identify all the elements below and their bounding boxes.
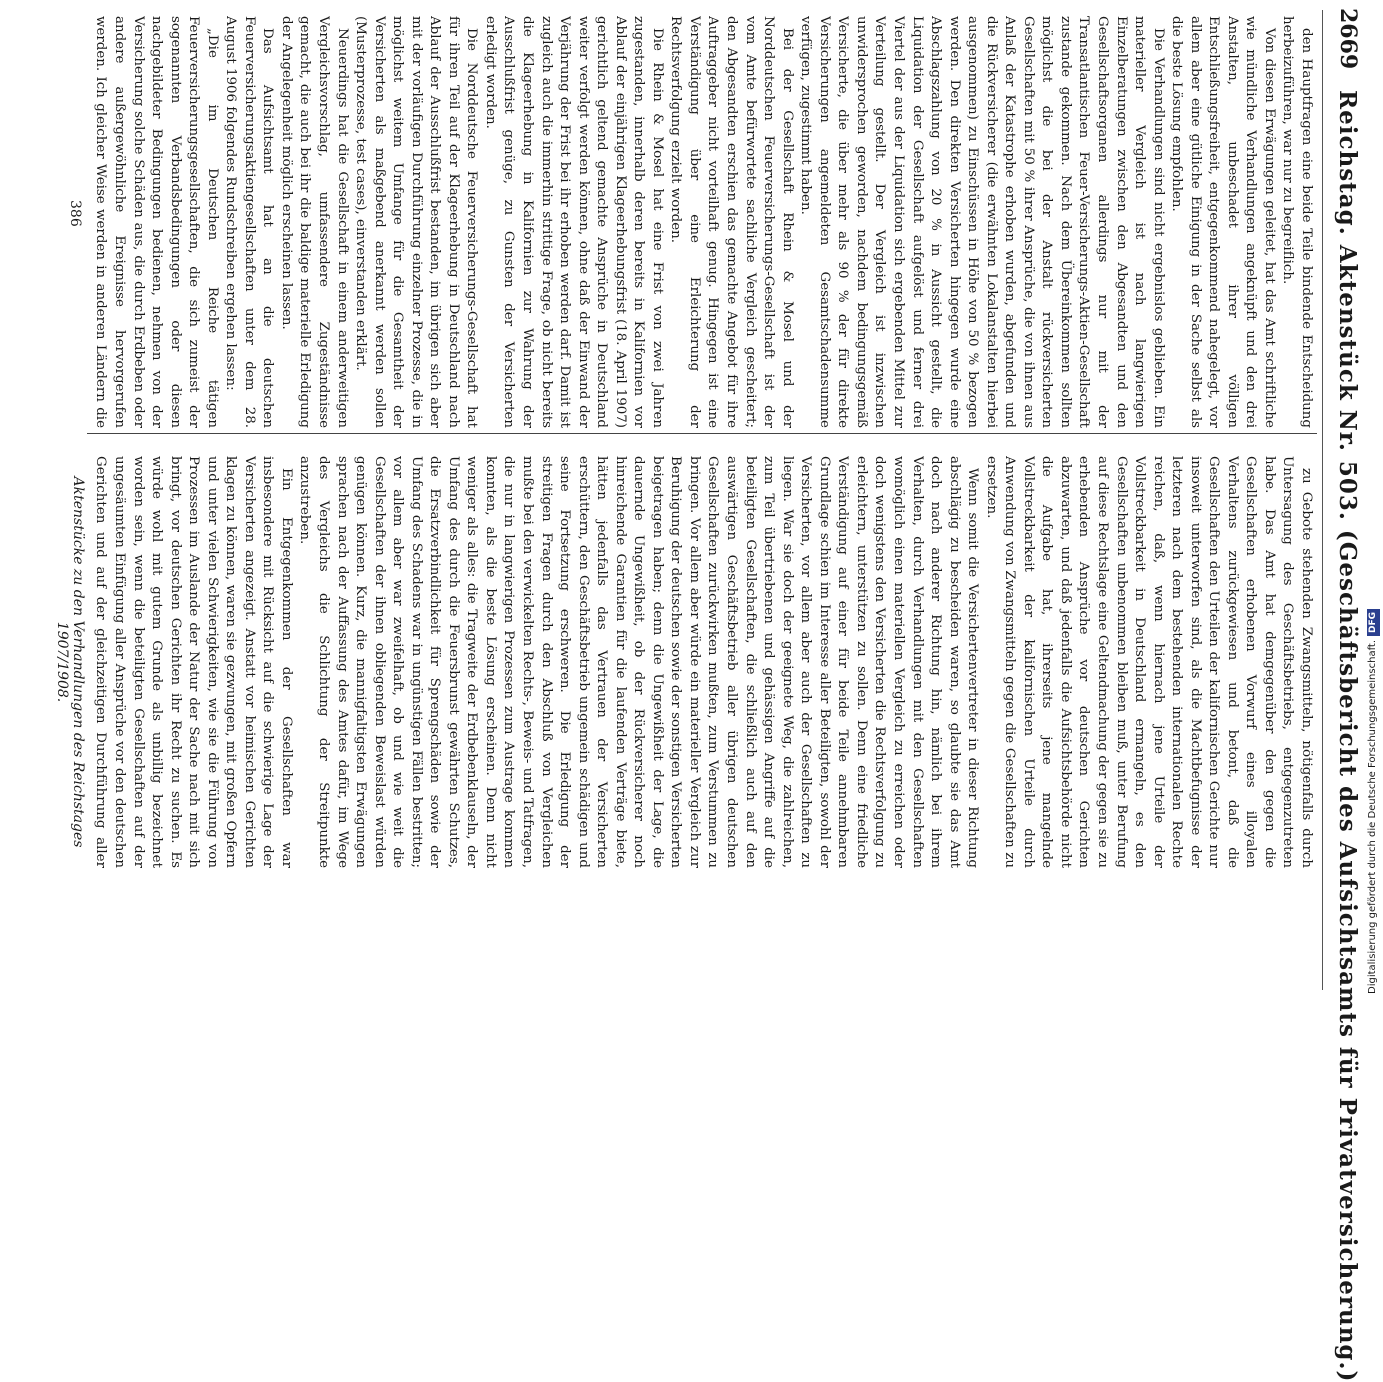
side-note-strip (1363, 0, 1383, 1000)
footer-text: Aktenstücke zu den Verhandlungen des Reichstages 1907/1908. (54, 476, 86, 848)
page-title: Reichstag. Aktenstück Nr. 503. (Geschäftsbericht des Aufsichtsamts für Privatversicherung.) (1334, 90, 1361, 1382)
side-note-text: Digitalisierung gefördert durch die Deutsche Forschungsgemeinschaft. (1367, 639, 1378, 994)
paragraph: Wenn somit die Versichertenvertreter in dieser Richtung abschlägig zu bescheiden waren, so glaubte sie das Amt doch nach anderer Richtung hin, nämlich bei ihrem Verhalten, durch Verhandlungen mit den Gesellschaften womöglich einen materiellen Vergleich zu erreichen oder doch wenigstens den Versicherten die Rechtsverfolgung zu erleichtern, unterstützen zu sollen. Denn eine friedliche Verständigung auf einer für beide Teile annehmbaren Grundlage schien im Interesse aller Beteiligten, sowohl der Versicherten, vor allem aber auch der Gesellschaften zu liegen. War sie doch der geeignete Weg, die zahlreichen, zum Teil übertriebenen und gehässigen Angriffe auf die beteiligten Gesellschaften, die schließlich auch auf den auswärtigen Geschäftsbetrieb aller übrigen deutschen Gesellschaften zurückwirken mußten, zum Verstummen zu bringen. Vor allem aber würde ein materieller Vergleich zur Beruhigung der deutschen sowie der sonstigen Versicherten beigetragen haben; denn die Ungewißheit der Lage, die dauernde Ungewißheit, ob der Rückversicherer noch hinreichende Garantien für die laufenden Verträge biete, hätten jedenfalls das Vertrauen der Versicherten erschüttern, den Geschäftsbetrieb ungemein schädigen und seine Fortsetzung erschweren. Die Erledigung der streitigen Fragen durch den Abschluß von Vergleichen mußte bei den verwickelten Rechts-, Beweis- und Tatfragen, die nur in langwierigen Prozessen zum Austrage kommen konnten, als die beste Lösung erscheinen. Denn nicht weniger als alles: die Tragweite der Erdbebenklauseln, der Umfang des durch die Feuersbrunst gewährten Schutzes, die Ersatzverbindlichkeit für Sprengschäden sowie der Umfang des Schadens war in ungünstigen Fällen bestritten; vor allem aber war zweifelhaft, ob und wie weit die Gesellschaften der ihnen obliegenden Beweislast würden genügen können. Kurz, die mannigfaltigsten Erwägungen sprachen nach der Auffassung des Amtes dafür, im Wege des Vergleichs die Schlichtung der Streitpunkte anzustreben. (297, 456, 981, 868)
paragraph: Die Norddeutsche Feuerversicherungs-Gesellschaft hat für ihren Teil auf der Klageerhebung in Deutschland nach Ablauf der Ausschlußfrist bestanden, im übrigen sich aber mit der vorläufigen Durchführung einzelner Prozesse, die in möglichst weitem Umfange für die Gesamtheit der Versicherten als maßgebend anerkannt werden sollen (Musterprozesse, test cases), einverstanden erklärt. (353, 16, 480, 428)
paragraph: den Hauptfragen eine beide Teile bindende Entscheidung herbeizuführen, war nur zu begreiflich. (1280, 16, 1314, 428)
side-note (1363, 0, 1383, 1000)
left-column (90, 16, 1315, 428)
header-divider (1322, 10, 1323, 990)
paragraph: zu Gebote stehenden Zwangsmitteln, nötigenfalls durch Untersagung des Geschäftsbetriebs, entgegenzutreten habe. Das Amt hat demgegenüber den gegen die Gesellschaften erhobenen Vorwurf eines illoyalen Verhaltens zurückgewiesen und betont, daß die Gesellschaften den Urteilen der kalifornischen Gerichte nur insoweit unterworfen sind, als die Machtbefugnisse der letzteren nach dem bestehenden internationalen Rechte reichen, daß, wenn hiernach jene Urteile der Vollstreckbarkeit in Deutschland ermangeln, es den Gesellschaften unbenommen bleiben muß, unter Berufung auf diese Rechtslage eine Geltendmachung der gegen sie zu erhebenden Ansprüche vor deutschen Gerichten abzuwarten, und daß jedenfalls die Aufsichtsbehörde nicht die Aufgabe hat, ihrerseits jene mangelnde Vollstreckbarkeit der kalifornischen Urteile durch Anwendung von Zwangsmitteln gegen die Gesellschaften zu ersetzen. (983, 456, 1314, 868)
paragraph: Neuerdings hat die Gesellschaft in einem anderweitigen Vergleichsvorschlag, umfassendere Zugeständnisse gemacht, die auch bei ihr die baldige materielle Erledigung der Angelegenheit möglich erscheinen lassen. (278, 16, 350, 428)
right-column (90, 456, 1315, 868)
page-number: 2669 (1335, 8, 1361, 70)
footer-number: 386 (67, 200, 83, 227)
paragraph: Die Verhandlungen sind nicht ergebnislos geblieben. Ein materieller Vergleich ist nach langwierigen Einzelberatungen zwischen den Abgesandten und den Gesellschaftsorganen allerdings nur mit der Transatlantischen Feuer-Versicherungs-Aktien-Gesellschaft zustande gekommen. Nach dem Übereinkommen sollten möglichst die bei der Anstalt rückversicherten Gesellschaften mit 50 % ihrer Ansprüche, die von ihnen aus Anlaß der Katastrophe erhoben wurden, abgefunden und die Rückversicherer (die erwähnten Lokalanstalten hierbei ausgenommen) zu Einschüssen in Höhe von 50 % bezogen werden. Den direkten Versicherten hingegen wurde eine Abschlagszahlung von 20 % in Aussicht gestellt, die Liquidation der Gesellschaft aufgelöst und ferner drei Viertel der aus der Liquidation sich ergebenden Mittel zur Verteilung gestellt. Der Vergleich ist inzwischen unwidersprochen geworden, nachdem bedingungsgemäß Versicherte, die über mehr als 90 % der für direkte Versicherungen angemeldeten Gesamtschadensumme verfügen, zugestimmt haben. (798, 16, 1166, 428)
paragraph: „Die im Deutschen Reiche tätigen Feuerversicherungsgesellschaften, die sich zumeist der sogenannten Verbandsbedingungen oder diesen nachgebildeter Bedingungen bedienen, nehmen von der Versicherung solche Schäden aus, die durch Erdbeben oder andere außergewöhnliche Ereignisse hervorgerufen werden. Ich gleicher Weise werden in anderen Ländern die (93, 16, 220, 428)
paragraph: Ein Entgegenkommen der Gesellschaften war insbesondere mit Rücksicht auf die schwierige Lage der Versicherten angezeigt. Anstatt vor heimischen Gerichten klagen zu können, waren sie gezwungen, mit großen Opfern und unter vielen Schwierigkeiten, wie sie die Führung von Prozessen im Auslande der Natur der Sache nach mit sich bringt, vor deutschen Gerichten ihr Recht zu suchen. Es würde wohl mit gutem Grunde als unbillig bezeichnet worden sein, wenn die beteiligten Gesellschaften auf der ungesäumten Einfügung aller Ansprüche vor den deutschen Gerichten und auf der gleichzeitigen Durchführung aller (93, 456, 294, 868)
paragraph: Das Aufsichtsamt hat an die deutschen Feuerversicherungsaktiengesellschaften unter dem 28. August 1906 folgendes Rundschreiben ergehen lassen: (223, 16, 276, 428)
dfg-logo: DFG (1367, 609, 1380, 636)
paragraph: Bei der Gesellschaft Rhein & Mosel und der Norddeutschen Feuerversicherungs-Gesellschaft ist der vom Amte befürwortete sachliche Vergleich gescheitert; den Abgesandten erschien das gemachte Angebot für ihre Auftraggeber nicht vorteilhaft genug. Hingegen ist eine Verständigung über eine Erleichterung der Rechtsverfolgung erzielt worden. (668, 16, 795, 428)
paragraph: Von diesen Erwägungen geleitet, hat das Amt schriftliche wie mündliche Verhandlungen angeknüpft und den drei Anstalten, unbeschadet ihrer völligen Entschließungsfreiheit, entgegenkommend nahegelegt, vor allem aber eine gütliche Einigung in der Sache selbst als die beste Lösung empfohlen. (1169, 16, 1277, 428)
column-divider (87, 433, 1317, 434)
paragraph: Die Rhein & Mosel hat eine Frist von zwei Jahren zugestanden, innerhalb deren bereits in Kalifornien vor Ablauf der einjährigen Klageerhebungsfrist (18. April 1907) gerichtlich geltend gemachte Ansprüche in Deutschland weiter verfolgt werden können, ohne daß der Einwand der Verjährung der Frist bei ihr erhoben werden darf. Damit ist zugleich auch die immerhin strittige Frage, ob nicht bereits die Klageerhebung in Kalifornien zur Wahrung der Ausschlußfrist genüge, zu Gunsten der Versicherten erledigt worden. (482, 16, 665, 428)
